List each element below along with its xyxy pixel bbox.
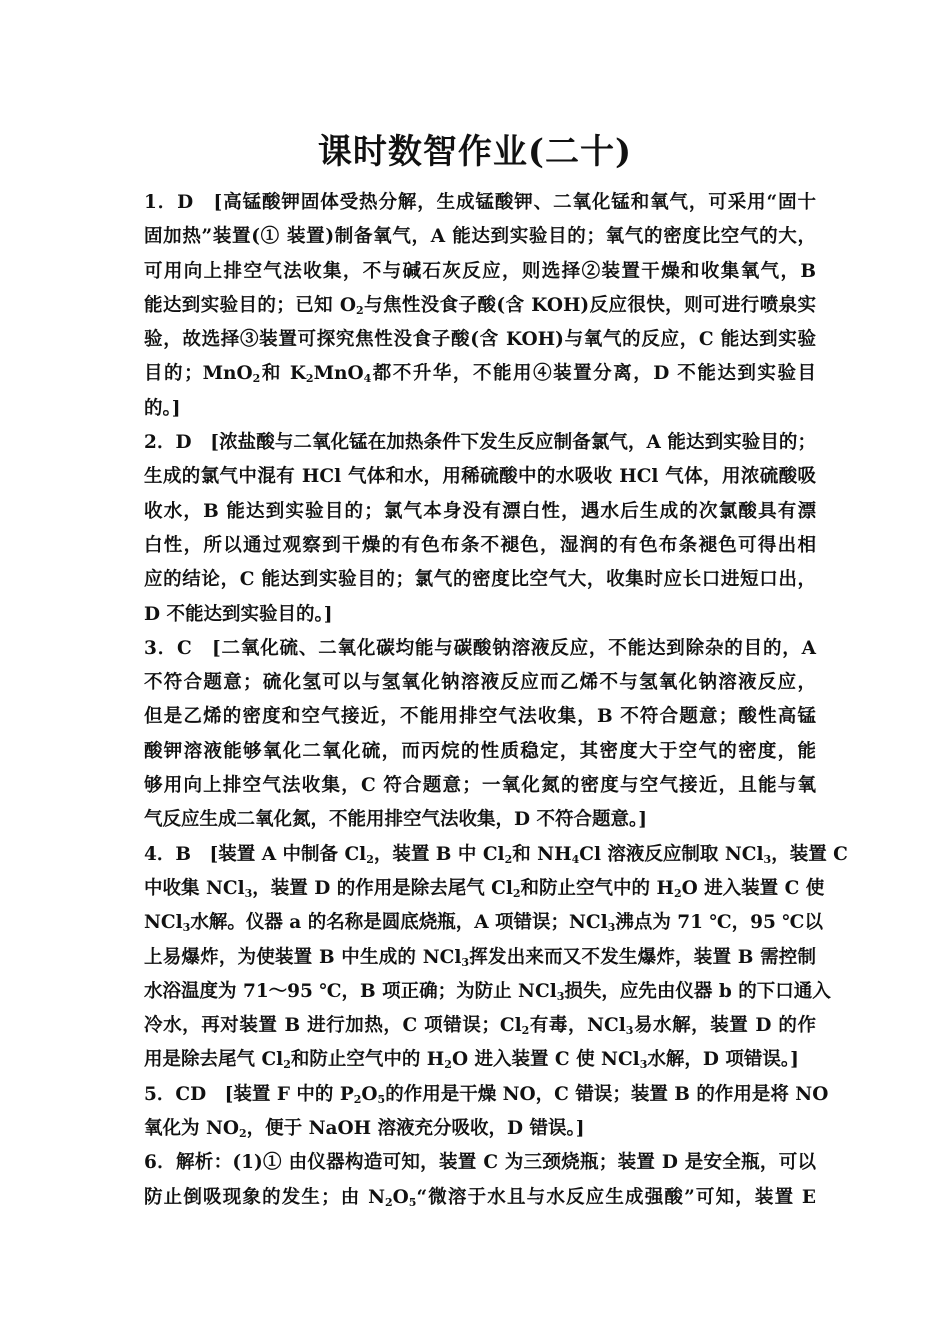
- subscript: 3: [763, 852, 772, 866]
- text-run: MnO: [313, 363, 364, 385]
- subscript: 2: [238, 1127, 247, 1141]
- text-line-q2-l1: [144, 426, 816, 460]
- subscript: 2: [305, 372, 314, 386]
- text-line-q1-l5: [144, 323, 816, 357]
- text-line-q3-l3: [144, 700, 816, 734]
- text-run: 气反应生成二氧化氮，不能用排空气法收集，D 不符合题意。]: [144, 809, 647, 831]
- text-line-q3-l5: [144, 769, 816, 803]
- text-run: 和 NH: [512, 843, 572, 865]
- subscript: 3: [607, 921, 616, 935]
- text-run: 2．D [浓盐酸与二氧化锰在加热条件下发生反应制备氯气，A 能达到实验目的；: [144, 432, 816, 454]
- text-run: 有毒，NCl: [529, 1015, 626, 1037]
- text-run: 但是乙烯的密度和空气接近，不能用排空气法收集，B 不符合题意；酸性高锰: [144, 706, 816, 728]
- subscript: 2: [673, 886, 682, 900]
- text-run: NCl: [144, 912, 183, 934]
- text-run: 沸点为 71 ℃，95 ℃以: [615, 912, 823, 934]
- subscript: 5: [377, 1092, 386, 1106]
- text-run: Cl 溶液反应制取 NCl: [579, 843, 764, 865]
- subscript: 4: [571, 852, 580, 866]
- subscript: 3: [182, 921, 191, 935]
- text-line-q6-l2: [144, 1181, 816, 1215]
- text-run: 防止倒吸现象的发生；由 N: [144, 1186, 385, 1208]
- subscript: 2: [283, 1058, 291, 1072]
- answer-text-body: [144, 186, 848, 1215]
- text-run: 和 K: [260, 363, 306, 385]
- text-run: 6．解析：(1)① 由仪器构造可知，装置 C 为三颈烧瓶；装置 D 是安全瓶，可以: [144, 1152, 816, 1174]
- text-line-q6-l1: [144, 1146, 816, 1180]
- text-run: 3．C [二氧化硫、二氧化碳均能与碳酸钠溶液反应，不能达到除杂的目的，A: [144, 637, 816, 659]
- subscript: 3: [461, 955, 470, 969]
- subscript: 3: [244, 886, 253, 900]
- text-line-q3-l1: [144, 632, 816, 666]
- text-run: 的。]: [144, 397, 181, 419]
- text-run: 和防止空气中的 H: [290, 1049, 445, 1071]
- subscript: 2: [512, 886, 521, 900]
- text-line-q1-l2: [144, 220, 816, 254]
- text-run: 能达到实验目的；已知 O: [144, 294, 356, 316]
- text-run: O: [361, 1083, 378, 1105]
- text-run: 1．D [高锰酸钾固体受热分解，生成锰酸钾、二氧化锰和氧气，可采用“固十: [144, 192, 816, 213]
- text-run: 目的；MnO: [144, 363, 253, 385]
- text-line-q3-l6: [144, 803, 816, 837]
- subscript: 3: [639, 1058, 648, 1072]
- text-line-q4-l3: [144, 906, 823, 940]
- text-line-q2-l4: [144, 529, 816, 563]
- text-run: “微溶于水且与水反应生成强酸”可知，装置 E: [416, 1186, 817, 1208]
- text-run: O: [392, 1186, 409, 1208]
- subscript: 4: [363, 372, 372, 386]
- text-line-q2-l5: [144, 563, 816, 597]
- text-line-q3-l4: [144, 735, 816, 769]
- text-run: 白性，所以通过观察到干燥的有色布条不褪色，湿润的有色布条褪色可得出相: [144, 534, 816, 556]
- text-run: 酸钾溶液能够氧化二氧化硫，而丙烷的性质稳定，其密度大于空气的密度，能: [144, 740, 816, 762]
- text-run: 与焦性没食子酸(含 KOH)反应很快，则可进行喷泉实: [363, 294, 816, 316]
- text-run: 4．B [装置 A 中制备 Cl: [144, 843, 367, 865]
- text-run: 应的结论，C 能达到实验目的；氯气的密度比空气大，收集时应长口进短口出，: [144, 569, 816, 591]
- text-line-q5-l2: [144, 1112, 816, 1146]
- text-run: 损失，应先由仪器 b 的下口通入: [564, 980, 831, 1002]
- text-line-q1-l3: [144, 255, 816, 289]
- text-run: ，装置 B 中 Cl: [373, 843, 505, 865]
- subscript: 3: [625, 1024, 634, 1038]
- text-run: 水解，D 项错误。]: [647, 1049, 799, 1071]
- text-run: 用是除去尾气 Cl: [144, 1049, 284, 1071]
- text-line-q4-l7: [144, 1043, 816, 1077]
- text-run: 不符合题意；硫化氢可以与氢氧化钠溶液反应而乙烯不与氢氧化钠溶液反应，: [144, 672, 816, 694]
- text-run: 冷水，再对装置 B 进行加热，C 项错误；Cl: [144, 1015, 522, 1037]
- text-run: 都不升华，不能用④装置分离，D 不能达到实验目: [371, 363, 816, 385]
- text-run: 氧化为 NO: [144, 1118, 239, 1140]
- text-run: ，装置 D 的作用是除去尾气 Cl: [252, 877, 513, 899]
- subscript: 3: [556, 989, 565, 1003]
- text-line-q1-l7: [144, 392, 816, 426]
- text-line-q5-l1: [144, 1078, 829, 1112]
- text-line-q3-l2: [144, 666, 816, 700]
- text-line-q2-l6: [144, 598, 816, 632]
- text-line-q1-l4: [144, 289, 816, 323]
- subscript: 2: [521, 1024, 530, 1038]
- subscript: 2: [252, 372, 261, 386]
- text-line-q2-l3: [144, 495, 816, 529]
- subscript: 2: [385, 1195, 393, 1209]
- text-run: 的作用是干燥 NO，C 错误；装置 B 的作用是将 NO: [385, 1083, 829, 1105]
- text-line-q1-l6: [144, 357, 816, 391]
- text-run: 中收集 NCl: [144, 877, 245, 899]
- text-run: 固加热”装置(① 装置)制备氧气，A 能达到实验目的；氧气的密度比空气的大，: [144, 226, 816, 248]
- text-run: ，便于 NaOH 溶液充分吸收，D 错误。]: [246, 1118, 585, 1140]
- subscript: 2: [353, 1092, 362, 1106]
- text-line-q1-l1: [144, 186, 816, 220]
- subscript: 2: [355, 303, 364, 317]
- subscript: 2: [366, 852, 374, 866]
- text-run: 水解。仪器 a 的名称是圆底烧瓶，A 项错误；NCl: [190, 912, 608, 934]
- text-run: 5．CD [装置 F 中的 P: [144, 1083, 354, 1105]
- text-run: 水浴温度为 71～95 ℃，B 项正确；为防止 NCl: [144, 980, 557, 1002]
- text-run: 挥发出来而又不发生爆炸，装置 B 需控制: [469, 946, 816, 968]
- text-line-q4-l5: [144, 975, 831, 1009]
- text-line-q2-l2: [144, 460, 816, 494]
- text-run: ，装置 C: [771, 843, 848, 865]
- text-run: 和防止空气中的 H: [520, 877, 674, 899]
- text-run: 生成的氯气中混有 HCl 气体和水，用稀硫酸中的水吸收 HCl 气体，用浓硫酸吸: [144, 466, 816, 488]
- text-line-q4-l2: [144, 872, 825, 906]
- subscript: 2: [504, 852, 513, 866]
- subscript: 5: [408, 1195, 417, 1209]
- text-run: 易水解，装置 D 的作: [633, 1015, 816, 1037]
- text-line-q4-l4: [144, 941, 816, 975]
- text-run: 可用向上排空气法收集，不与碱石灰反应，则选择②装置干燥和收集氧气，B: [144, 260, 816, 282]
- text-run: 上易爆炸，为使装置 B 中生成的 NCl: [144, 946, 462, 968]
- text-run: 收水，B 能达到实验目的；氯气本身没有漂白性，遇水后生成的次氯酸具有漂: [144, 500, 816, 522]
- subscript: 2: [444, 1058, 452, 1072]
- text-run: O 进入装置 C 使 NCl: [451, 1049, 640, 1071]
- text-run: D 不能达到实验目的。]: [144, 603, 333, 625]
- text-run: O 进入装置 C 使: [681, 877, 825, 899]
- text-line-q4-l6: [144, 1009, 816, 1043]
- text-run: 够用向上排空气法收集，C 符合题意；一氧化氮的密度与空气接近，且能与氧: [144, 775, 816, 797]
- text-line-q4-l1: [144, 838, 848, 872]
- text-run: 验，故选择③装置可探究焦性没食子酸(含 KOH)与氧气的反应，C 能达到实验: [144, 329, 816, 351]
- page-title: 课时数智作业(二十): [317, 132, 633, 172]
